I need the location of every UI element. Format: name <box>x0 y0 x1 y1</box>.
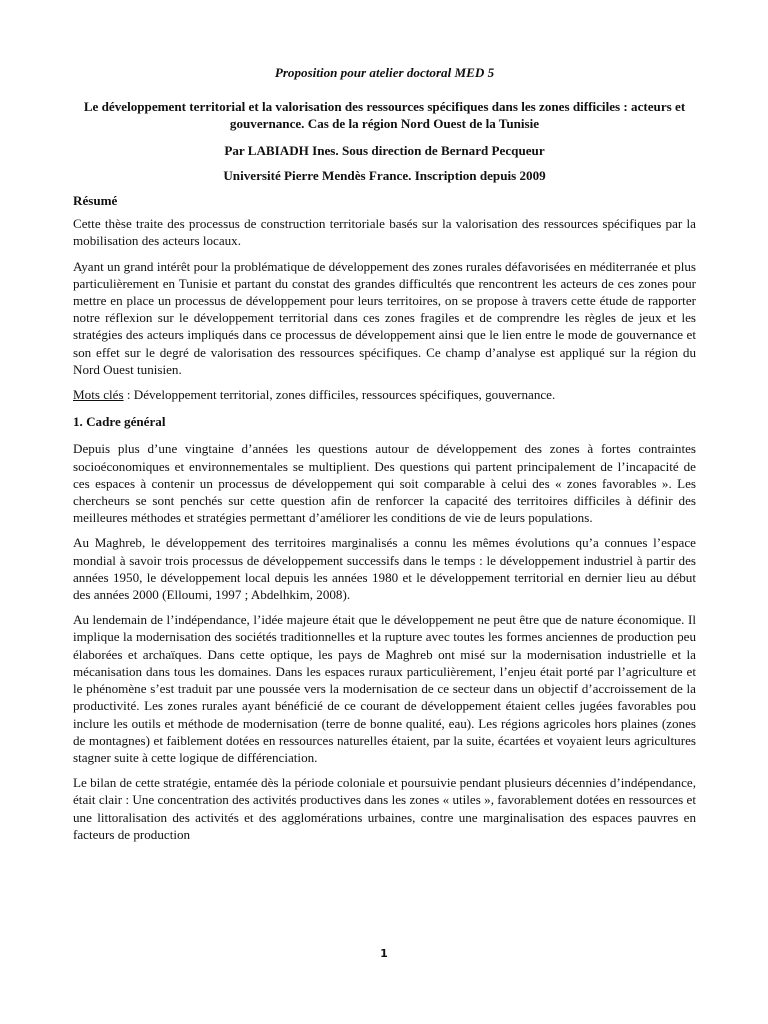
abstract-paragraph: Cette thèse traite des processus de construction territoriale basés sur la valorisation des ressources spécifiques par la mobilisation des acteurs locaux. <box>73 216 696 249</box>
section-paragraph: Le bilan de cette stratégie, entamée dès la période coloniale et poursuivie pendant plusieurs décennies d’indépendance, était clair : Une concentration des activités productives dans les zones « utiles », favorablement dotées en ressources et une littoralisation des activités et des agglomérations urbaines, contre une marginalisation des espaces pauvres en facteurs de production <box>73 775 696 842</box>
page-number: 1 <box>380 947 388 960</box>
thesis-title: Le développement territorial et la valorisation des ressources spécifiques dans les zones difficiles : acteurs et gouvernance. Cas de la région Nord Ouest de la Tunisie <box>83 99 686 132</box>
author-line: Par LABIADH Ines. Sous direction de Bernard Pecqueur <box>224 142 545 158</box>
section-paragraph: Au lendemain de l’indépendance, l’idée majeure était que le développement ne peut être que de nature économique. Il implique la modernisation des sociétés traditionnelles et la rupture avec toutes les formes anciennes de production peu élaborées et archaïques. Dans cette optique, les pays de Maghreb ont misé sur la modernisation industrielle et la mécanisation dans tous les domaines. Dans les espaces ruraux particulièrement, l’enjeu était porté par l’agriculture et le phénomène s’est traduit par une poussée vers la modernisation de ce secteur dans un objectif d’accroissement de la productivité. Les zones rurales ayant bénéficié de ce courant de développement étaient celles jugées favorables pou inclure les outils et méthode de modernisation (terre de bonne qualité, eau). Les régions agricoles hors plaines (zones de montagnes) et faiblement dotées en ressources naturelles étaient, par la suite, écartées et voyaient leurs agricultures stagner suite à cette logique de différenciation. <box>73 612 696 765</box>
section-heading: 1. Cadre général <box>73 414 166 430</box>
keywords-line <box>73 386 696 403</box>
abstract-paragraph: Ayant un grand intérêt pour la problématique de développement des zones rurales défavorisées en méditerranée et plus particulièrement en Tunisie et partant du constat des grandes difficultés que rencontrent les acteurs de ces zones pour mettre en place un processus de développement pour leurs territoires, on se propose à travers cette étude de rapporter notre réflexion sur le développement territorial dans ces zones fragiles et de comprendre les règles de jeux et les stratégies des acteurs impliqués dans ce processus de développement ainsi que le lien entre le mode de gouvernance et son effet sur le degré de valorisation des ressources spécifiques. Ce champ d’analyse est appliqué sur la région du Nord Ouest tunisien. <box>73 258 696 377</box>
section-paragraph: Depuis plus d’une vingtaine d’années les questions autour de développement des zones à fortes contraintes socioéconomiques et environnementales se multiplient. Des questions qui partent principalement de l’incapacité de ces espaces à contenir un processus de développement qui soit comparable à celui des « zones favorables ». Les chercheurs se sont penchés sur cette question afin de renforcer la capacité des territoires difficiles à définir des meilleures méthodes et stratégies permettant d’améliorer les conditions de vie de leurs populations. <box>73 441 696 526</box>
section-paragraph: Au Maghreb, le développement des territoires marginalisés a connu les mêmes évolutions qu’a connues l’espace mondial à savoir trois processus de développement successifs dans le temps : le développement industriel à partir des années 1950, le développement local depuis les années 1980 et le développement territorial en dernier lieu au début des années 2000 (Elloumi, 1997 ; Abdelhkim, 2008). <box>73 535 696 603</box>
keywords-label: Mots clés <box>73 387 124 403</box>
proposal-line: Proposition pour atelier doctoral MED 5 <box>274 65 495 80</box>
document-page <box>73 64 696 851</box>
university-line: Université Pierre Mendès France. Inscription depuis 2009 <box>223 167 546 183</box>
keywords-text: : Développement territorial, zones difficiles, ressources spécifiques, gouvernance. <box>123 387 556 403</box>
abstract-heading: Résumé <box>73 193 118 209</box>
